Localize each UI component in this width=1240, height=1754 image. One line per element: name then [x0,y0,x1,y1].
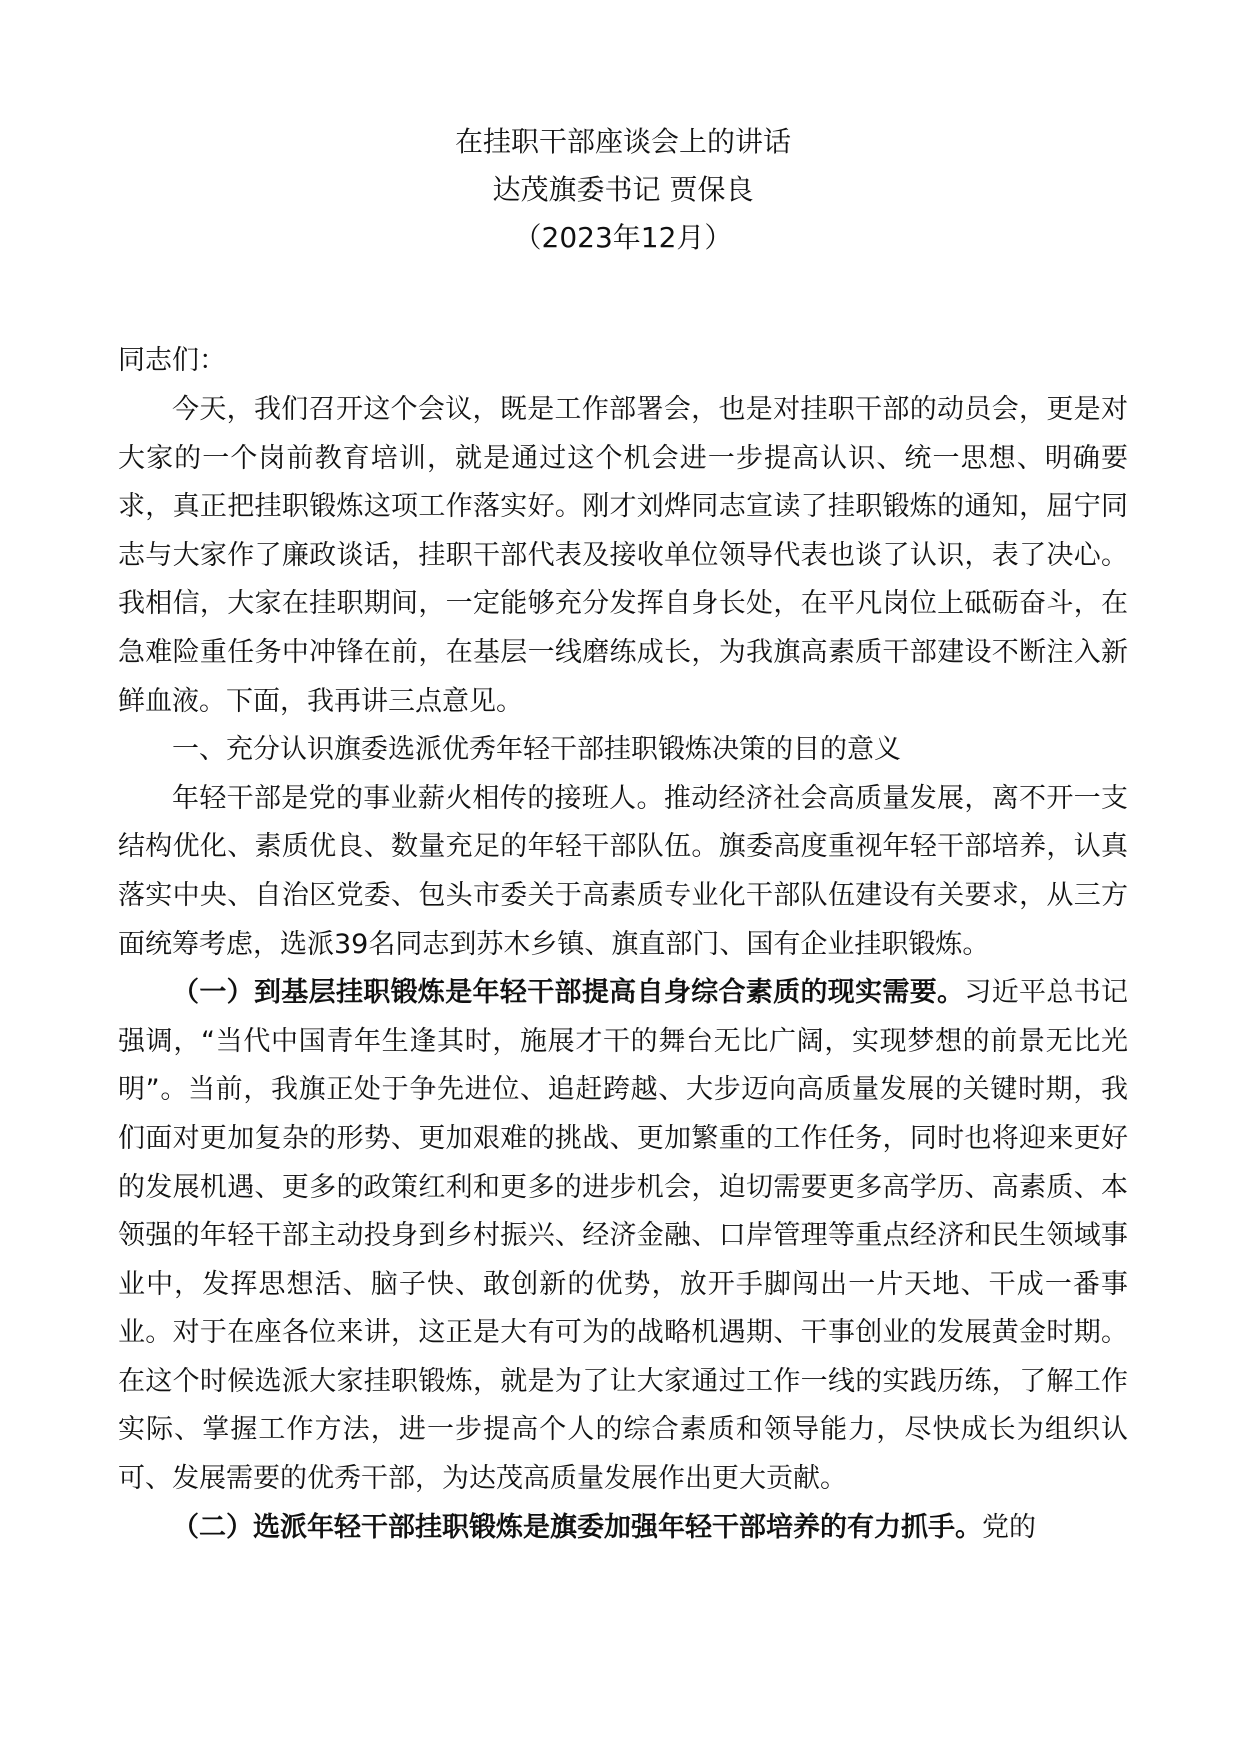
document-header [118,118,1128,262]
point2-text: 党的 [982,1511,1036,1543]
point2-paragraph [118,1504,1128,1553]
document-page [118,118,1128,1552]
speaker-line: 达茂旗委书记 贾保良 [492,173,754,206]
point1-paragraph [118,969,1128,1504]
point2-heading: （二）选派年轻干部挂职锻炼是旗委加强年轻干部培养的有力抓手。 [172,1511,982,1543]
point1-heading: （一）到基层挂职锻炼是年轻干部提高自身综合素质的现实需要。 [172,977,965,1009]
point1-text: 习近平总书记强调，“当代中国青年生逢其时，施展才干的舞台无比广阔，实现梦想的前景无比光明”。当前，我旗正处于争先进位、追赶跨越、大步迈向高质量发展的关键时期，我们面对更加复杂的形势、更加艰难的挑战、更加繁重的工作任务，同时也将迎来更好的发展机遇、更多的政策红利和更多的进步机会，迫切需要更多高学历、高素质、本领强的年轻干部主动投身到乡村振兴、经济金融、口岸管理等重点经济和民生领域事业中，发挥思想活、脑子快、敢创新的优势，放开手脚闯出一片天地、干成一番事业。对于在座各位来讲，这正是大有可为的战略机遇期、干事创业的发展黄金时期。在这个时候选派大家挂职锻炼，就是为了让大家通过工作一线的实践历练，了解工作实际、掌握工作方法，进一步提高个人的综合素质和领导能力，尽快成长为组织认可、发展需要的优秀干部，为达茂高质量发展作出更大贡献。 [118,977,1129,1495]
date-line: （2023年12月） [513,221,733,254]
document-title: 在挂职干部座谈会上的讲话 [454,125,791,158]
intro-paragraph: 今天，我们召开这个会议，既是工作部署会，也是对挂职干部的动员会，更是对大家的一个岗前教育培训，就是通过这个机会进一步提高认识、统一思想、明确要求，真正把挂职锻炼这项工作落实好。刚才刘烨同志宣读了挂职锻炼的通知，屈宁同志与大家作了廉政谈话，挂职干部代表及接收单位领导代表也谈了认识，表了决心。我相信，大家在挂职期间，一定能够充分发挥自身长处，在平凡岗位上砥砺奋斗，在急难险重任务中冲锋在前，在基层一线磨练成长，为我旗高素质干部建设不断注入新鲜血液。下面，我再讲三点意见。 [118,394,1128,717]
section1-paragraph: 年轻干部是党的事业薪火相传的接班人。推动经济社会高质量发展，离不开一支结构优化、素质优良、数量充足的年轻干部队伍。旗委高度重视年轻干部培养，认真落实中央、自治区党委、包头市委关于高素质专业化干部队伍建设有关要求，从三方面统筹考虑，选派39名同志到苏木乡镇、旗直部门、国有企业挂职锻炼。 [118,782,1128,960]
salutation: 同志们： [118,345,226,376]
section-heading-1: 一、充分认识旗委选派优秀年轻干部挂职锻炼决策的目的意义 [172,734,901,766]
